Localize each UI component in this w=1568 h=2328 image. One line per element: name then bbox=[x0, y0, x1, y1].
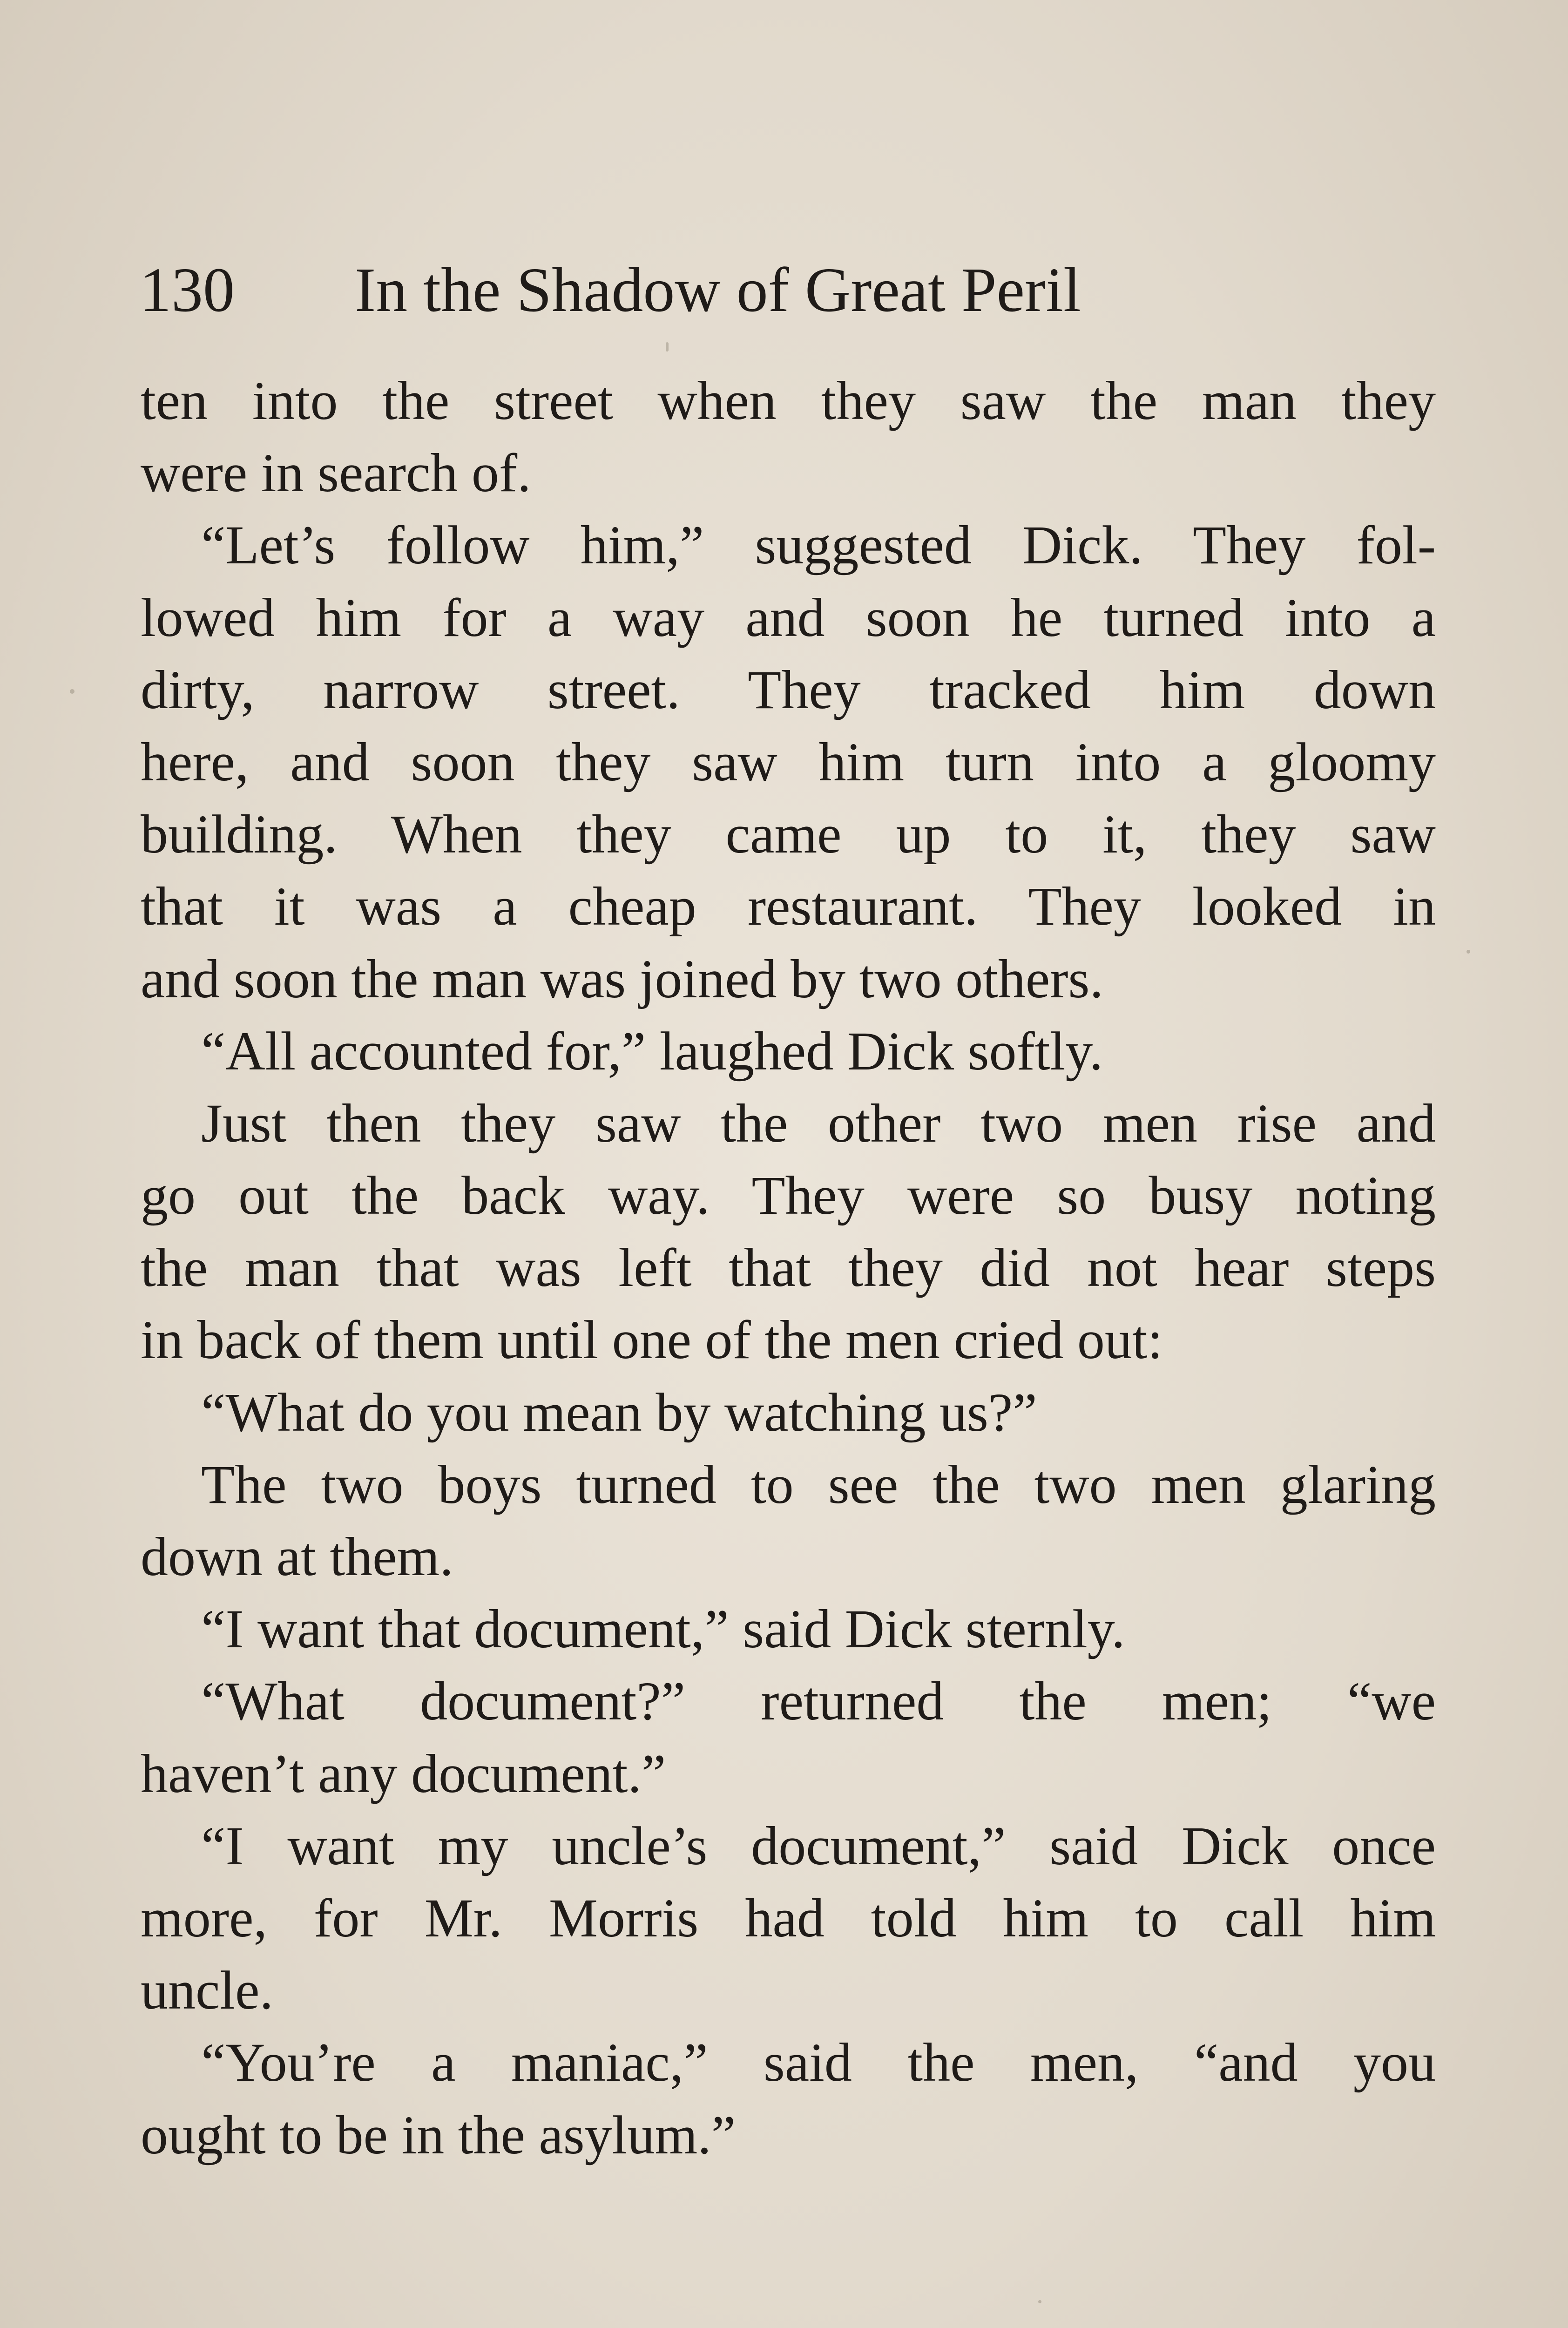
text-line: uncle. bbox=[141, 1960, 274, 2021]
text-line: the man that was left that they did not hear steps bbox=[141, 1237, 1436, 1299]
text-line: “You’re a maniac,” said the men, “and you bbox=[201, 2032, 1436, 2093]
body-text bbox=[141, 365, 1436, 2171]
text-line: “I want that document,” said Dick sternly. bbox=[201, 1598, 1125, 1660]
paper-speck bbox=[666, 342, 669, 352]
text-line: down at them. bbox=[141, 1526, 453, 1587]
paper-speck bbox=[1467, 950, 1470, 954]
text-line: ten into the street when they saw the man they bbox=[141, 370, 1436, 431]
text-line: haven’t any document.” bbox=[141, 1743, 666, 1804]
text-line: The two boys turned to see the two men glaring bbox=[201, 1454, 1436, 1515]
text-line: go out the back way. They were so busy noting bbox=[141, 1165, 1436, 1226]
text-line: “All accounted for,” laughed Dick softly. bbox=[201, 1020, 1103, 1082]
text-line: “I want my uncle’s document,” said Dick once bbox=[201, 1815, 1436, 1876]
text-line: more, for Mr. Morris had told him to call him bbox=[141, 1887, 1436, 1949]
text-line: here, and soon they saw him turn into a gloomy bbox=[141, 731, 1436, 792]
text-line: in back of them until one of the men cried out: bbox=[141, 1309, 1163, 1371]
text-line: building. When they came up to it, they saw bbox=[141, 804, 1436, 865]
text-line: that it was a cheap restaurant. They looked in bbox=[141, 876, 1436, 937]
text-line: and soon the man was joined by two others. bbox=[141, 948, 1103, 1009]
text-line: “What document?” returned the men; “we bbox=[201, 1671, 1436, 1732]
text-line: lowed him for a way and soon he turned into a bbox=[141, 587, 1436, 648]
text-line: “Let’s follow him,” suggested Dick. They fol- bbox=[201, 514, 1436, 576]
text-line: “What do you mean by watching us?” bbox=[201, 1381, 1037, 1443]
text-line: Just then they saw the other two men rise and bbox=[201, 1092, 1436, 1154]
text-line: ought to be in the asylum.” bbox=[141, 2104, 736, 2166]
paper-speck bbox=[1038, 2300, 1041, 2303]
text-line: dirty, narrow street. They tracked him down bbox=[141, 659, 1436, 720]
text-line: were in search of. bbox=[141, 442, 531, 504]
page-number: 130 bbox=[140, 255, 235, 325]
running-header bbox=[140, 255, 1443, 325]
running-title: In the Shadow of Great Peril bbox=[355, 255, 1081, 325]
paper-speck bbox=[70, 689, 74, 694]
